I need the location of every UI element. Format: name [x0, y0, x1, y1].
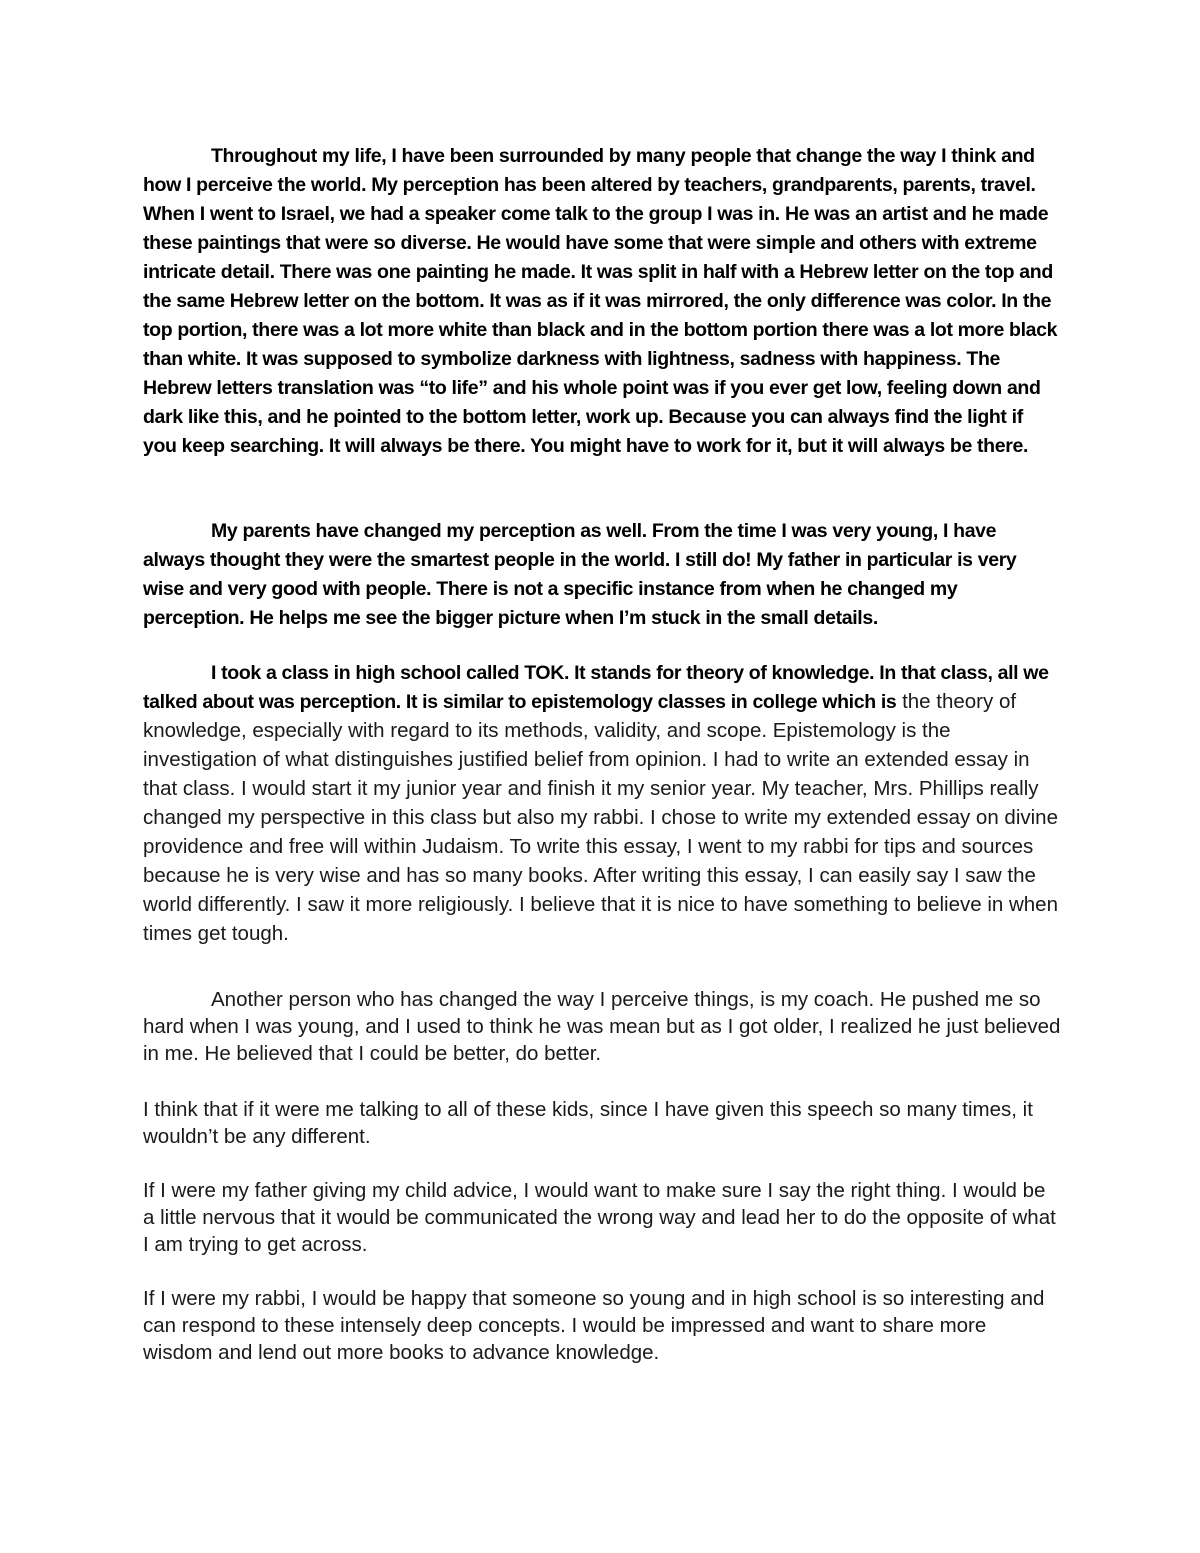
- paragraph-rabbi: If I were my rabbi, I would be happy that someone so young and in high school is so interesting and can respond to these intensely deep concepts. I would be impressed and want to share more wisdom and lend out more books to advance knowledge.: [143, 1287, 1045, 1364]
- paragraph-parents: My parents have changed my perception as well. From the time I was very young, I have always thought they were the smartest people in the world. I still do! My father in particular is very wise and very good with people. There is not a specific instance from when he changed my perception. He helps me see the bigger picture when I’m stuck in the small details.: [143, 520, 1017, 629]
- paragraph-tok-class: [143, 660, 1061, 949]
- paragraph-tok-class-regular-part: the theory of knowledge, especially with regard to its methods, validity, and scope. Epistemology is the investigation of what distinguishes justified belief from opinion. I had to write an extended essay in that class. I would start it my junior year and finish it my senior year. My teacher, Mrs. Phillips really changed my perspective in this class but also my rabbi. I chose to write my extended essay on divine providence and free will within Judaism. To write this essay, I went to my rabbi for tips and sources because he is very wise and has so many books. After writing this essay, I can easily say I saw the world differently. I saw it more religiously. I believe that it is nice to have something to believe in when times get tough.: [143, 690, 1058, 945]
- paragraph-coach: Another person who has changed the way I perceive things, is my coach. He pushed me so hard when I was young, and I used to think he was mean but as I got older, I realized he just believed in me. He believed that I could be better, do better.: [143, 988, 1061, 1065]
- paragraph-father-advice: If I were my father giving my child advice, I would want to make sure I say the right thing. I would be a little nervous that it would be communicated the wrong way and lead her to do the opposite of what I am trying to get across.: [143, 1179, 1056, 1256]
- paragraph-talking-to-kids: I think that if it were me talking to all of these kids, since I have given this speech so many times, it wouldn’t be any different.: [143, 1098, 1033, 1148]
- paragraph-israel-artist: Throughout my life, I have been surrounded by many people that change the way I think and how I perceive the world. My perception has been altered by teachers, grandparents, parents, travel. When I went to Israel, we had a speaker come talk to the group I was in. He was an artist and he made these paintings that were so diverse. He would have some that were simple and others with extreme intricate detail. There was one painting he made. It was split in half with a Hebrew letter on the top and the same Hebrew letter on the bottom. It was as if it was mirrored, the only difference was color. In the top portion, there was a lot more white than black and in the bottom portion there was a lot more black than white. It was supposed to symbolize darkness with lightness, sadness with happiness. The Hebrew letters translation was “to life” and his whole point was if you ever get low, feeling down and dark like this, and he pointed to the bottom letter, work up. Because you can always find the light if you keep searching. It will always be there. You might have to work for it, but it will always be there.: [143, 145, 1058, 457]
- paragraph-tok-class-bold-part: I took a class in high school called TOK. It stands for theory of knowledge. In that class, all we talked about was perception. It is similar to epistemology classes in college which is: [143, 662, 1049, 713]
